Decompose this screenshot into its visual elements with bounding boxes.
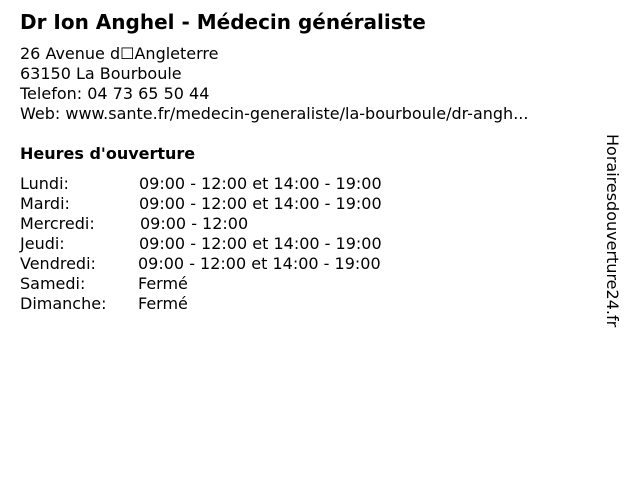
time-value: 09:00 - 12:00 et 14:00 - 19:00: [138, 254, 381, 273]
time-value: 09:00 - 12:00 et 14:00 - 19:00: [139, 194, 382, 213]
street-address: 26 Avenue d☐Angleterre: [20, 44, 219, 63]
contact-block: [20, 44, 528, 124]
phone-number: Telefon: 04 73 65 50 44: [20, 84, 210, 103]
site-watermark: Horairesdouverture24.fr: [603, 134, 622, 328]
day-label: Dimanche:: [20, 294, 107, 313]
city-postal: 63150 La Bourboule: [20, 64, 182, 83]
day-label: Mercredi:: [20, 214, 95, 233]
time-value: Fermé: [138, 294, 188, 313]
day-label: Lundi:: [20, 174, 69, 193]
day-label: Samedi:: [20, 274, 86, 293]
hours-heading: Heures d'ouverture: [20, 144, 196, 163]
time-value: 09:00 - 12:00: [140, 214, 249, 233]
day-label: Vendredi:: [20, 254, 96, 273]
page-title: Dr Ion Anghel - Médecin généraliste: [20, 10, 426, 34]
time-value: Fermé: [138, 274, 188, 293]
time-value: 09:00 - 12:00 et 14:00 - 19:00: [139, 234, 382, 253]
day-label: Jeudi:: [20, 234, 65, 253]
time-value: 09:00 - 12:00 et 14:00 - 19:00: [139, 174, 382, 193]
day-label: Mardi:: [20, 194, 70, 213]
website-link[interactable]: Web: www.sante.fr/medecin-generaliste/la-bourboule/dr-angh...: [20, 104, 529, 123]
